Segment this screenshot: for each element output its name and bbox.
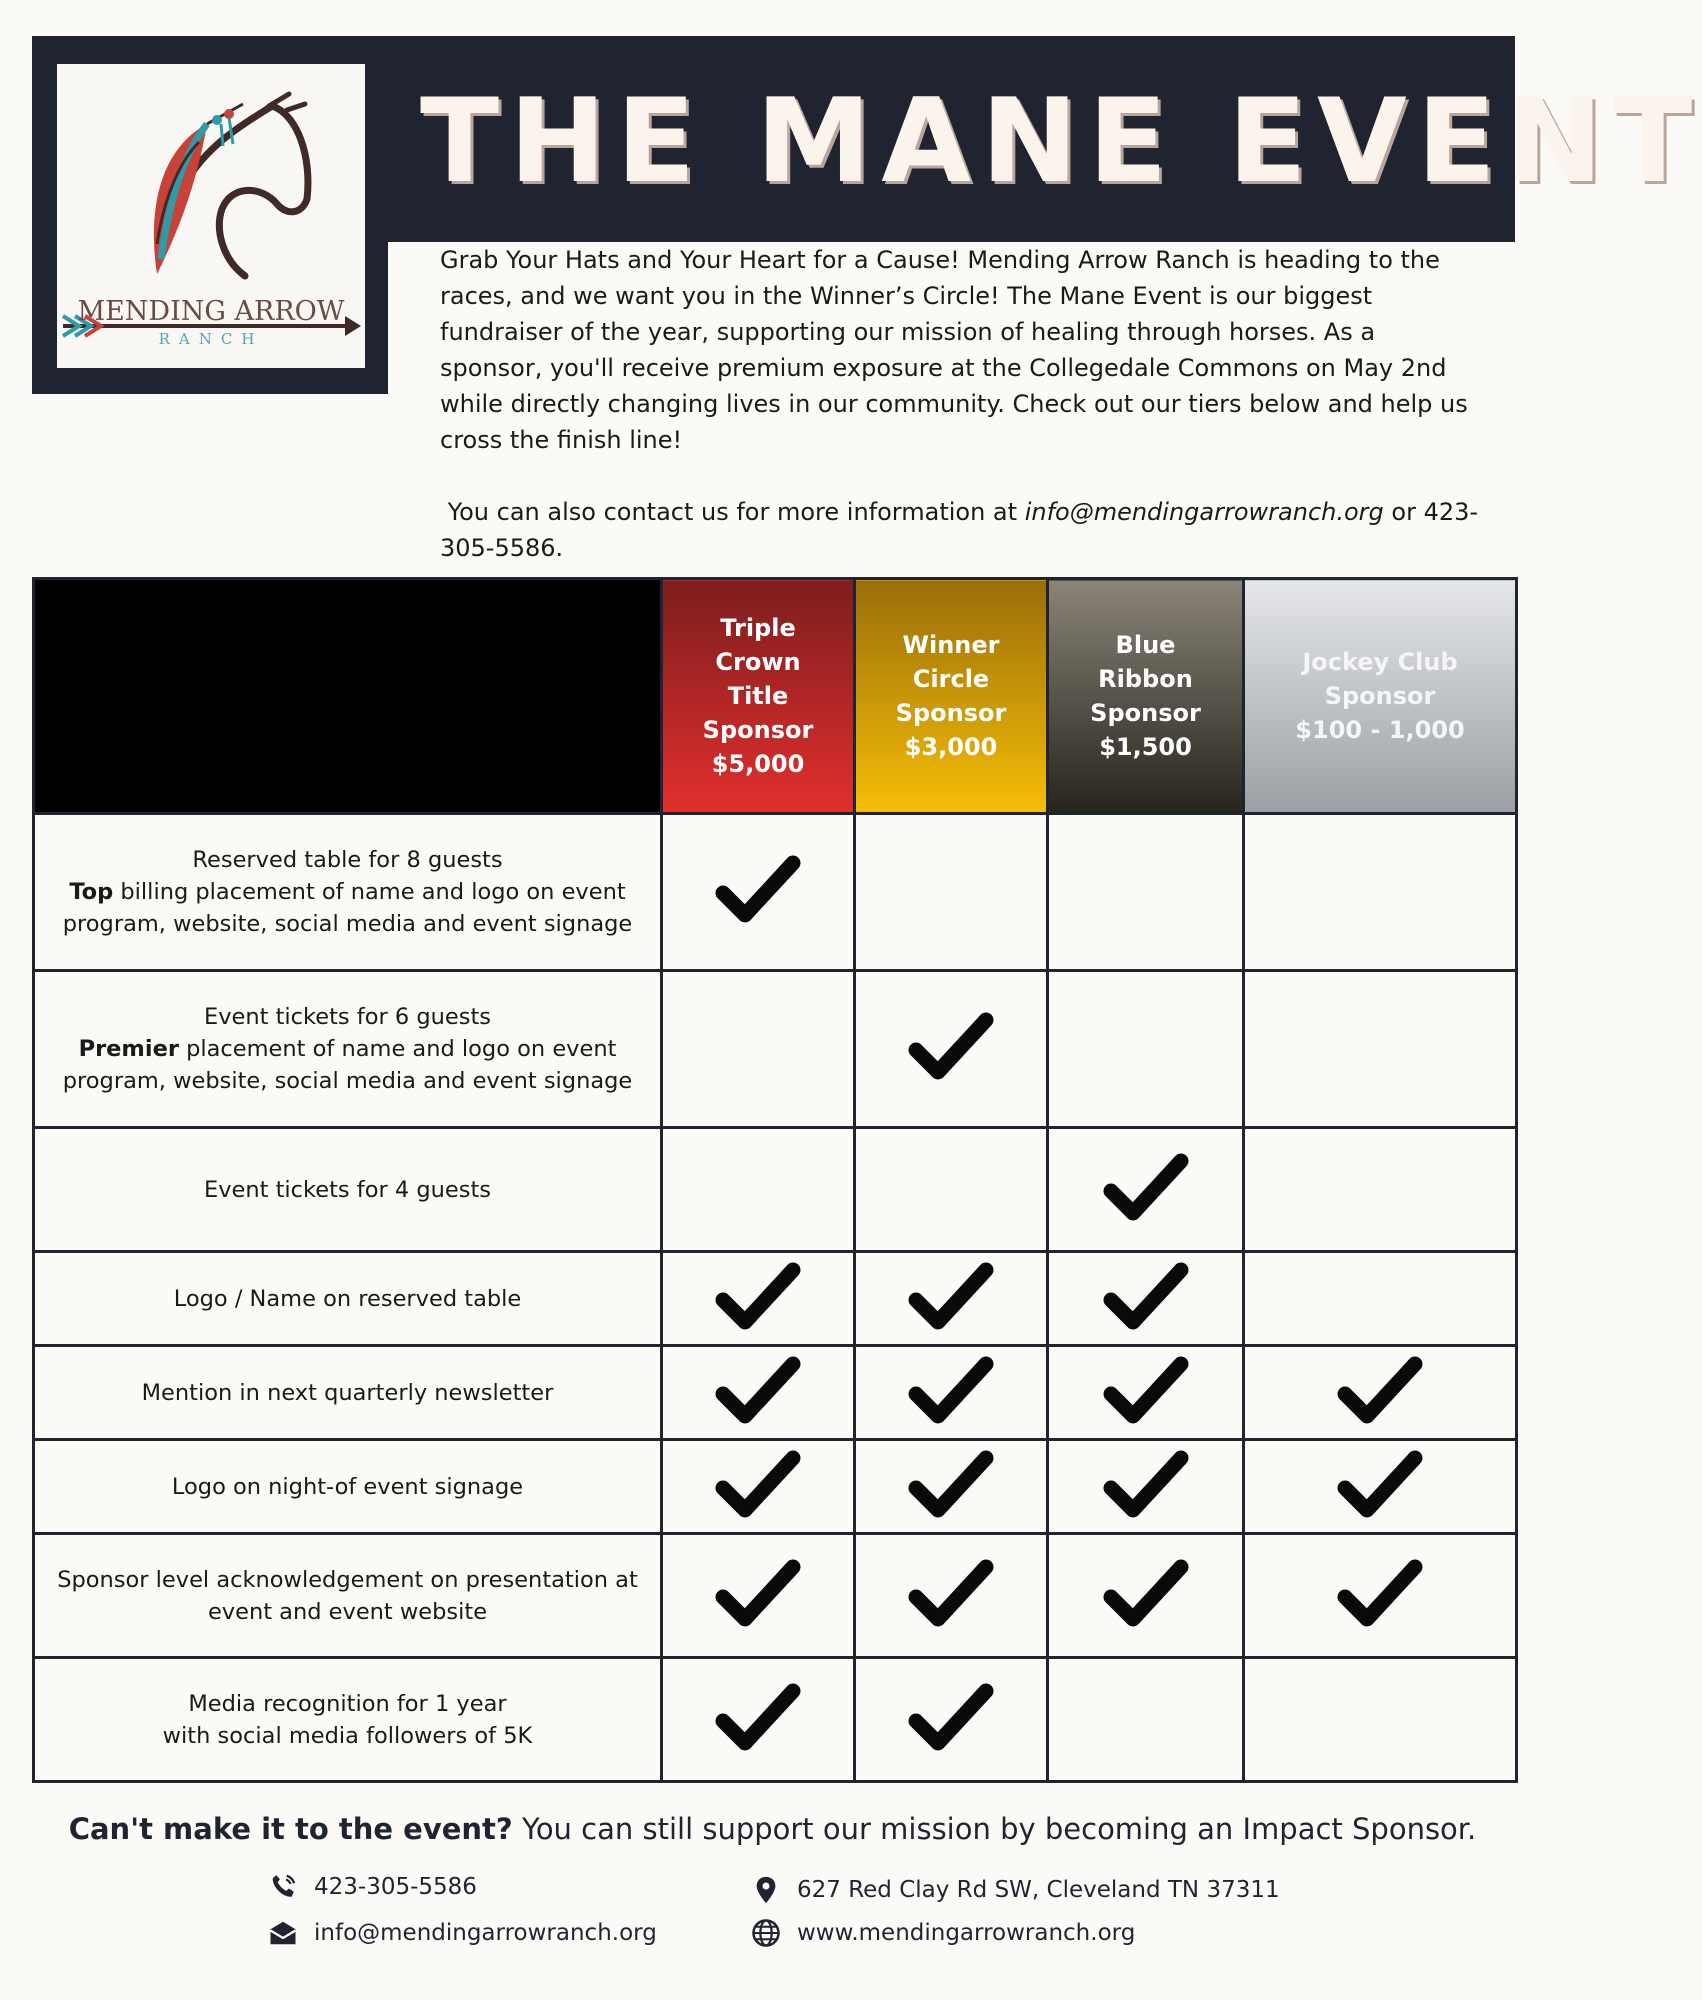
benefit-cell (34, 1128, 662, 1252)
benefit-cell (34, 1534, 662, 1658)
cta-bold: Can't make it to the event? (68, 1812, 513, 1846)
check-cell (855, 1658, 1048, 1782)
check-cell (662, 814, 855, 971)
tier-header-triple-crown (662, 579, 855, 814)
benefit-line: Sponsor level acknowledgement on presentation at (57, 1566, 638, 1593)
tier-label: Blue (1115, 631, 1176, 659)
benefit-cell (34, 1252, 662, 1346)
footer-phone-text: 423-305-5586 (314, 1874, 477, 1900)
table-row (34, 1252, 1517, 1346)
benefit-line: with social media followers of 5K (162, 1722, 533, 1749)
check-cell (1244, 1252, 1517, 1346)
tier-price: $100 - 1,000 (1295, 716, 1465, 744)
tier-label: Sponsor (702, 716, 814, 744)
check-cell (855, 1440, 1048, 1534)
contact-or: or (1391, 498, 1416, 526)
benefit-line: Event tickets for 6 guests (203, 1004, 492, 1030)
intro-contact (440, 494, 1480, 566)
tier-label: Crown (715, 648, 801, 676)
checkmark-icon (908, 1557, 994, 1631)
check-cell (1048, 1346, 1244, 1440)
tier-header-blue-ribbon (1048, 579, 1244, 814)
contact-email-link[interactable]: info@mendingarrowranch.org (1024, 498, 1384, 526)
tier-label: Triple (720, 614, 796, 642)
logo-subtitle: RANCH (158, 330, 264, 348)
table-row (34, 1658, 1517, 1782)
table-row (34, 1128, 1517, 1252)
benefit-line: program, website, social media and event signage (62, 1068, 633, 1094)
checkmark-icon (1337, 1557, 1423, 1631)
footer-address-text: 627 Red Clay Rd SW, Cleveland TN 37311 (797, 1877, 1280, 1903)
envelope-icon (268, 1918, 298, 1948)
checkmark-icon (715, 853, 801, 927)
benefit-line: event and event website (207, 1598, 488, 1625)
tier-label: Winner (902, 631, 1000, 659)
tier-header-jockey-club (1244, 579, 1517, 814)
impact-sponsor-cta (0, 1812, 1545, 1846)
checkmark-icon (715, 1260, 801, 1334)
page-title: THE MANE EVENT (420, 74, 1702, 209)
check-cell (1048, 1440, 1244, 1534)
checkmark-icon (1337, 1448, 1423, 1522)
check-cell (1048, 1534, 1244, 1658)
tier-label: Sponsor (1324, 682, 1436, 710)
checkmark-icon (715, 1681, 801, 1755)
benefit-line: Media recognition for 1 year (188, 1690, 507, 1717)
intro-paragraph: Grab Your Hats and Your Heart for a Cause! Mending Arrow Ranch is heading to the races, and we want you in the Winner’s Circle! The Mane Event is our biggest fundraiser of the year, supporting our mission of healing through horses. As a sponsor, you'll receive premium exposure at the Collegedale Commons on May 2nd while directly changing lives in our community. Check out our tiers below and help us cross the finish line! (440, 246, 1468, 454)
benefit-cell (34, 1346, 662, 1440)
check-cell (662, 1128, 855, 1252)
benefit-line (35, 1033, 660, 1065)
tier-label: Ribbon (1098, 665, 1193, 693)
tier-header-winner-circle (855, 579, 1048, 814)
footer-website-text: www.mendingarrowranch.org (797, 1920, 1136, 1946)
check-cell (1244, 814, 1517, 971)
check-cell (662, 1440, 855, 1534)
cta-text: You can still support our mission by becoming an Impact Sponsor. (512, 1812, 1477, 1846)
checkmark-icon (908, 1260, 994, 1334)
footer-phone[interactable] (268, 1872, 477, 1902)
check-cell (662, 1534, 855, 1658)
contact-phone: 423-305-5586. (440, 498, 1479, 562)
table-row (34, 814, 1517, 971)
benefit-bold: Premier (78, 1036, 179, 1062)
table-row (34, 971, 1517, 1128)
check-cell (1244, 1534, 1517, 1658)
intro-text (440, 242, 1480, 566)
checkmark-icon (715, 1448, 801, 1522)
checkmark-icon (908, 1010, 994, 1084)
benefit-cell (34, 1440, 662, 1534)
benefit-cell (34, 1658, 662, 1782)
tier-price: $3,000 (904, 733, 998, 761)
checkmark-icon (908, 1448, 994, 1522)
footer-website[interactable] (751, 1918, 1135, 1948)
benefit-cell (34, 971, 662, 1128)
benefit-line: Reserved table for 8 guests (192, 847, 503, 873)
benefit-line (35, 876, 660, 908)
contact-prefix: You can also contact us for more information at (447, 498, 1018, 526)
logo (57, 64, 365, 368)
check-cell (855, 814, 1048, 971)
checkmark-icon (715, 1354, 801, 1428)
check-cell (1244, 1440, 1517, 1534)
table-row (34, 1534, 1517, 1658)
check-cell (662, 1346, 855, 1440)
table-row (34, 1346, 1517, 1440)
check-cell (662, 1252, 855, 1346)
check-cell (855, 1534, 1048, 1658)
sponsorship-table (32, 577, 1518, 1783)
check-cell (1048, 971, 1244, 1128)
checkmark-icon (1103, 1557, 1189, 1631)
tier-price: $1,500 (1099, 733, 1192, 761)
check-cell (1244, 971, 1517, 1128)
tier-price: $5,000 (711, 750, 805, 778)
check-cell (855, 971, 1048, 1128)
check-cell (1048, 1128, 1244, 1252)
check-cell (1048, 1252, 1244, 1346)
check-cell (1244, 1128, 1517, 1252)
benefit-cell (34, 814, 662, 971)
benefit-line: program, website, social media and event signage (62, 911, 633, 937)
check-cell (855, 1252, 1048, 1346)
location-pin-icon (751, 1875, 781, 1905)
benefit-line: Event tickets for 4 guests (203, 1176, 492, 1203)
footer-email-text: info@mendingarrowranch.org (314, 1920, 657, 1946)
check-cell (662, 1658, 855, 1782)
tier-label: Jockey Club (1302, 648, 1458, 676)
check-cell (662, 971, 855, 1128)
tier-label: Sponsor (895, 699, 1007, 727)
checkmark-icon (1337, 1354, 1423, 1428)
benefit-line: Logo on night-of event signage (171, 1473, 524, 1500)
checkmark-icon (1103, 1260, 1189, 1334)
benefit-text: billing placement of name and logo on event (113, 879, 626, 905)
tier-label: Circle (912, 665, 990, 693)
tier-label: Title (727, 682, 789, 710)
check-cell (1244, 1658, 1517, 1782)
checkmark-icon (1103, 1354, 1189, 1428)
benefit-line: Logo / Name on reserved table (173, 1285, 522, 1312)
benefit-text: placement of name and logo on event (178, 1036, 617, 1062)
checkmark-icon (1103, 1448, 1189, 1522)
checkmark-icon (908, 1354, 994, 1428)
benefit-line: Mention in next quarterly newsletter (141, 1379, 554, 1406)
tier-label: Sponsor (1090, 699, 1201, 727)
logo-name: MENDING ARROW (77, 296, 345, 327)
checkmark-icon (908, 1681, 994, 1755)
header-blank-cell (34, 579, 662, 814)
check-cell (1244, 1346, 1517, 1440)
globe-icon (751, 1918, 781, 1948)
check-cell (1048, 814, 1244, 971)
phone-icon (268, 1872, 298, 1902)
check-cell (855, 1128, 1048, 1252)
footer-email[interactable] (268, 1918, 657, 1948)
table-row (34, 1440, 1517, 1534)
checkmark-icon (715, 1557, 801, 1631)
check-cell (1048, 1658, 1244, 1782)
tier-header-row (34, 579, 1517, 814)
checkmark-icon (1103, 1151, 1189, 1225)
check-cell (855, 1346, 1048, 1440)
footer-address (751, 1875, 1280, 1905)
benefit-bold: Top (69, 879, 114, 905)
